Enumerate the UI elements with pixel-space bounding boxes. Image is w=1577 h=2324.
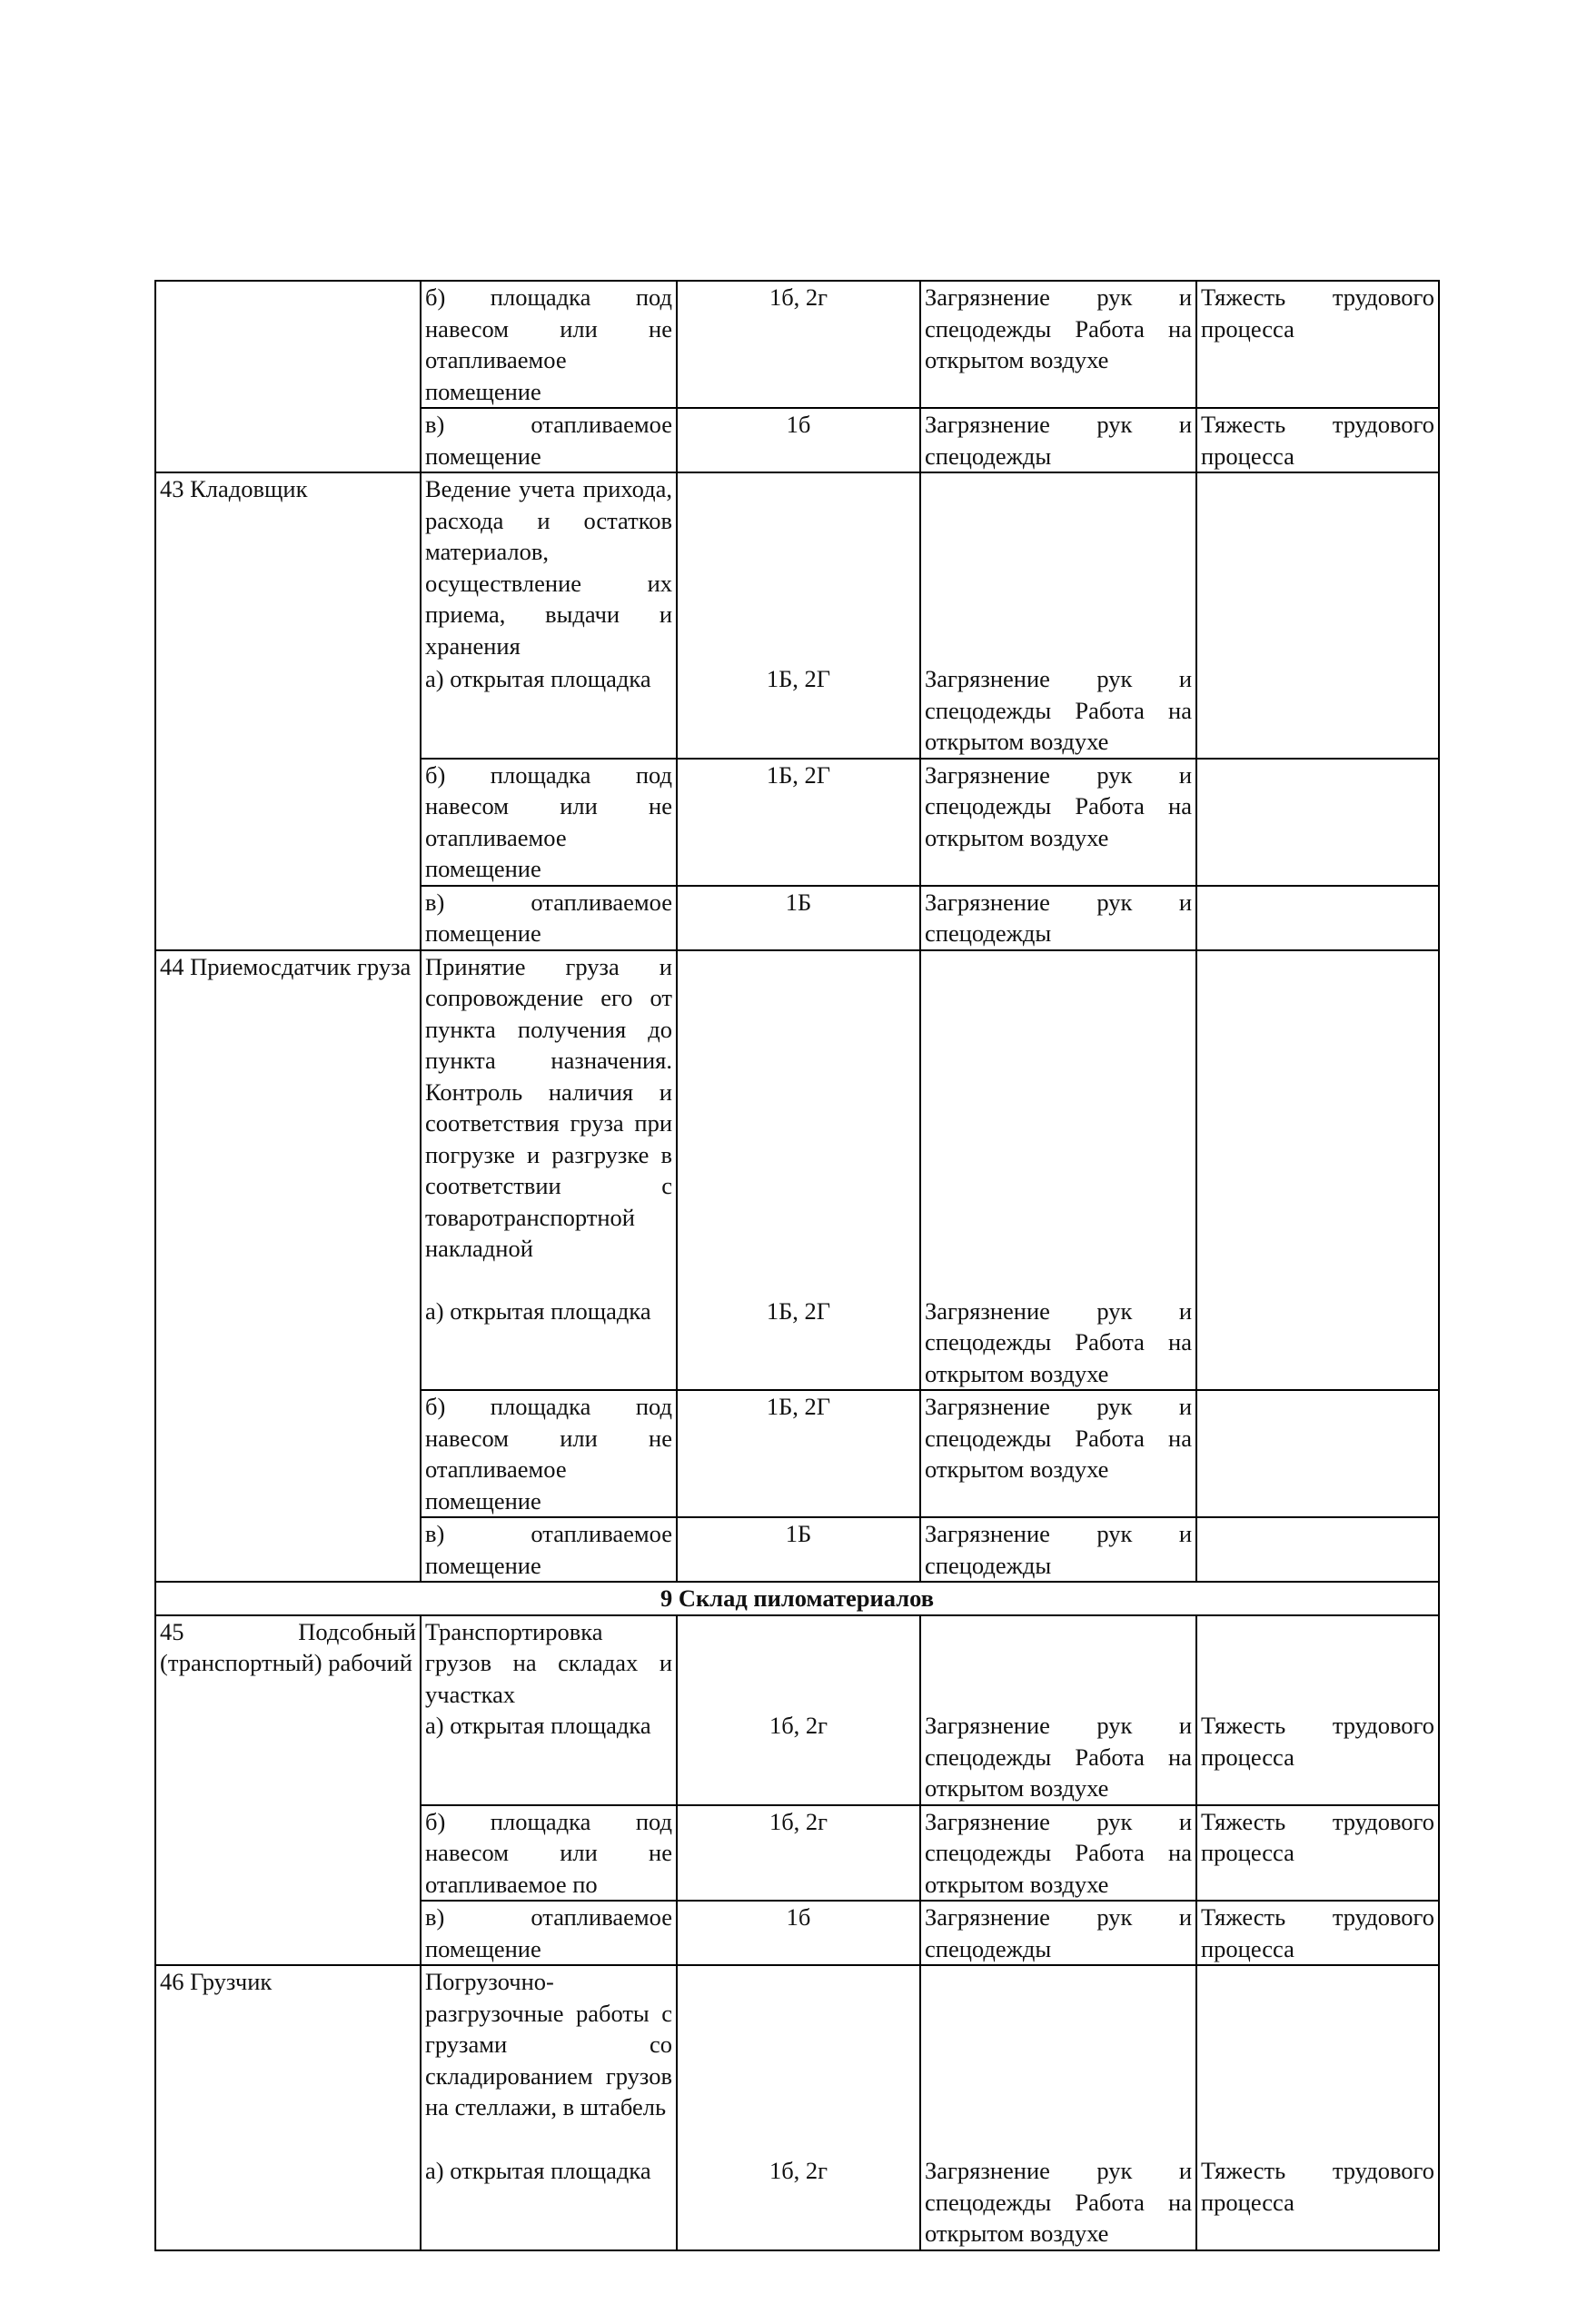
code-cell: 1Б, 2Г <box>677 1390 920 1517</box>
hazard-cell <box>1196 1965 1439 2155</box>
hazard-cell <box>1196 950 1439 1296</box>
profession-cell <box>155 281 421 472</box>
section-title: 9 Склад пиломатериалов <box>155 1582 1439 1615</box>
hazard-cell: Тяжесть трудового процесса <box>1196 1710 1439 1805</box>
hazard-cell <box>1196 1517 1439 1582</box>
hazard-cell: Тяжесть трудового процесса <box>1196 1901 1439 1965</box>
code-cell <box>677 1615 920 1711</box>
table-row <box>155 1615 1439 1711</box>
hazard-cell <box>1196 1390 1439 1517</box>
work-cell: Ведение учета прихода, расхода и остатков материалов, осуществление их приема, выдачи и хранения <box>421 472 677 663</box>
hazard-cell: Тяжесть трудового процесса <box>1196 281 1439 408</box>
factors-cell <box>920 1965 1196 2155</box>
work-cell: Погрузочно-разгрузочные работы с грузами со складированием грузов на стеллажи, в штабель <box>421 1965 677 2155</box>
hazard-cell: Тяжесть трудового процесса <box>1196 408 1439 472</box>
work-cell: б) площадка под навесом или не отапливаемое помещение <box>421 759 677 886</box>
code-cell: 1б <box>677 1901 920 1965</box>
work-cell: в) отапливаемое помещение <box>421 1901 677 1965</box>
hazard-cell <box>1196 663 1439 759</box>
work-cell: а) открытая площадка <box>421 2155 677 2250</box>
work-cell: а) открытая площадка <box>421 663 677 759</box>
code-cell: 1Б <box>677 1517 920 1582</box>
work-cell: б) площадка под навесом или не отапливаемое помещение <box>421 1390 677 1517</box>
profession-cell: 43 Кладовщик <box>155 472 421 950</box>
code-cell <box>677 950 920 1296</box>
factors-cell <box>920 472 1196 663</box>
hazard-cell <box>1196 1615 1439 1711</box>
work-cell: в) отапливаемое помещение <box>421 408 677 472</box>
code-cell: 1б, 2г <box>677 2155 920 2250</box>
code-cell: 1Б, 2Г <box>677 759 920 886</box>
hazard-cell <box>1196 886 1439 950</box>
section-row <box>155 1582 1439 1615</box>
work-cell: б) площадка под навесом или не отапливаемое по <box>421 1805 677 1902</box>
factors-cell: Загрязнение рук и спецодежды Работа на открытом воздухе <box>920 1805 1196 1902</box>
profession-cell: 46 Грузчик <box>155 1965 421 2250</box>
hazard-table <box>154 280 1440 2251</box>
hazard-cell: Тяжесть трудового процесса <box>1196 2155 1439 2250</box>
work-cell: а) открытая площадка <box>421 1710 677 1805</box>
code-cell: 1б <box>677 408 920 472</box>
factors-cell <box>920 1615 1196 1711</box>
factors-cell: Загрязнение рук и спецодежды Работа на открытом воздухе <box>920 281 1196 408</box>
factors-cell: Загрязнение рук и спецодежды Работа на открытом воздухе <box>920 759 1196 886</box>
factors-cell: Загрязнение рук и спецодежды Работа на открытом воздухе <box>920 2155 1196 2250</box>
code-cell: 1Б, 2Г <box>677 663 920 759</box>
factors-cell: Загрязнение рук и спецодежды <box>920 1901 1196 1965</box>
work-cell: в) отапливаемое помещение <box>421 886 677 950</box>
factors-cell: Загрязнение рук и спецодежды Работа на открытом воздухе <box>920 1390 1196 1517</box>
work-cell: Принятие груза и сопровождение его от пункта получения до пункта назначения. Контроль наличия и соответствия груза при погрузке и разгрузке в соответствии с товаротранспортной накладной <box>421 950 677 1296</box>
hazard-cell <box>1196 759 1439 886</box>
table-row <box>155 281 1439 408</box>
profession-cell: 45 Подсобный (транспортный) рабочий <box>155 1615 421 1966</box>
code-cell: 1б, 2г <box>677 1710 920 1805</box>
hazard-cell <box>1196 1296 1439 1391</box>
code-cell: 1б, 2г <box>677 281 920 408</box>
code-cell <box>677 472 920 663</box>
hazard-cell: Тяжесть трудового процесса <box>1196 1805 1439 1902</box>
work-cell: б) площадка под навесом или не отапливаемое помещение <box>421 281 677 408</box>
factors-cell: Загрязнение рук и спецодежды <box>920 408 1196 472</box>
factors-cell: Загрязнение рук и спецодежды Работа на открытом воздухе <box>920 1710 1196 1805</box>
factors-cell: Загрязнение рук и спецодежды <box>920 1517 1196 1582</box>
factors-cell <box>920 950 1196 1296</box>
table-row <box>155 472 1439 663</box>
profession-cell: 44 Приемосдатчик груза <box>155 950 421 1583</box>
code-cell: 1б, 2г <box>677 1805 920 1902</box>
work-cell: в) отапливаемое помещение <box>421 1517 677 1582</box>
table-row <box>155 950 1439 1296</box>
code-cell: 1Б, 2Г <box>677 1296 920 1391</box>
hazard-cell <box>1196 472 1439 663</box>
factors-cell: Загрязнение рук и спецодежды <box>920 886 1196 950</box>
factors-cell: Загрязнение рук и спецодежды Работа на открытом воздухе <box>920 1296 1196 1391</box>
work-cell: а) открытая площадка <box>421 1296 677 1391</box>
table-row <box>155 1965 1439 2155</box>
work-cell: Транспортировка грузов на складах и участках <box>421 1615 677 1711</box>
factors-cell: Загрязнение рук и спецодежды Работа на открытом воздухе <box>920 663 1196 759</box>
code-cell: 1Б <box>677 886 920 950</box>
code-cell <box>677 1965 920 2155</box>
